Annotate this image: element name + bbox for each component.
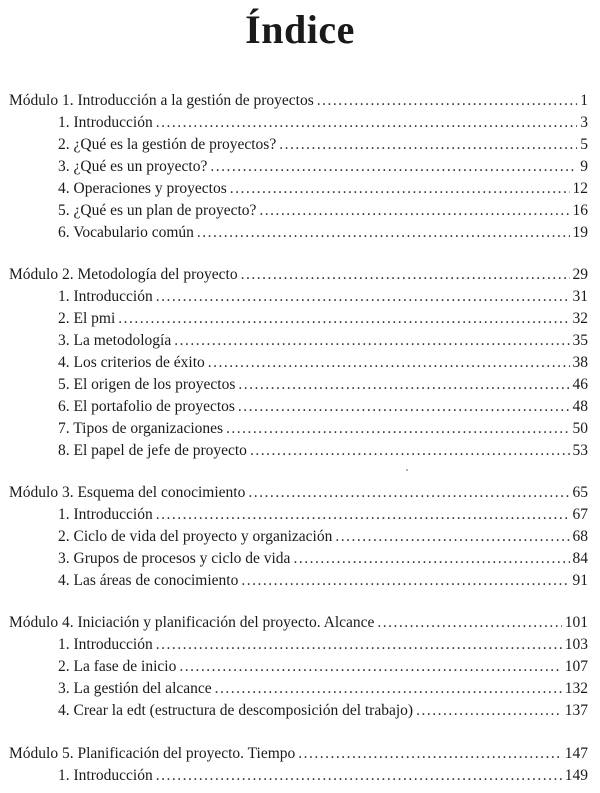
dot-leader <box>259 200 569 222</box>
toc-module-entry[interactable] <box>9 612 588 634</box>
toc-entry-title: 2. Ciclo de vida del proyecto y organización <box>58 528 333 545</box>
toc-entry-title: 4. Crear la edt (estructura de descomposición del trabajo) <box>58 702 414 719</box>
toc-module-entry[interactable] <box>9 482 588 504</box>
toc-entry-title: 3. Grupos de procesos y ciclo de vida <box>58 550 291 567</box>
toc-section-entry[interactable] <box>58 634 588 656</box>
toc-module-entry[interactable] <box>9 264 588 286</box>
toc-entry-title: 1. Introducción <box>58 114 153 131</box>
dot-leader <box>174 330 569 352</box>
dot-leader <box>210 156 577 178</box>
toc-page-number: 16 <box>572 202 588 219</box>
toc-page-number: 84 <box>572 550 588 567</box>
toc-page-number: 91 <box>572 572 588 589</box>
dot-leader <box>317 90 577 112</box>
toc-section-entry[interactable] <box>58 222 588 244</box>
dot-leader <box>230 178 570 200</box>
toc-page-number: 147 <box>564 745 588 762</box>
dot-leader <box>298 743 561 765</box>
toc-entry-title: 7. Tipos de organizaciones <box>58 420 224 437</box>
dot-leader <box>238 396 570 418</box>
dot-leader <box>156 765 562 787</box>
toc-page-number: 50 <box>572 420 588 437</box>
toc-page-number: 68 <box>572 528 588 545</box>
toc-page-number: 38 <box>572 354 588 371</box>
toc-page-number: 149 <box>564 767 588 784</box>
dot-leader <box>335 526 569 548</box>
toc-page-number: 101 <box>564 614 588 631</box>
toc-section-entry[interactable] <box>58 418 588 440</box>
dot-leader <box>293 548 569 570</box>
dot-leader <box>248 482 569 504</box>
toc-page-number: 107 <box>564 658 588 675</box>
toc-section-entry[interactable] <box>58 504 588 526</box>
toc-page-number: 31 <box>572 288 588 305</box>
dot-leader <box>215 678 562 700</box>
toc-section-entry[interactable] <box>58 570 588 592</box>
toc-section-entry[interactable] <box>58 440 588 462</box>
toc-page-number: 32 <box>572 310 588 327</box>
toc-page-number: 19 <box>572 224 588 241</box>
toc-page-number: 9 <box>580 158 588 175</box>
toc-entry-title: 6. El portafolio de proyectos <box>58 398 235 415</box>
toc-page-number: 103 <box>564 636 588 653</box>
toc-page-number: 5 <box>580 136 588 153</box>
toc-entry-title: 6. Vocabulario común <box>58 224 194 241</box>
dot-leader <box>179 656 561 678</box>
toc-module-entry[interactable] <box>9 743 588 765</box>
toc-section-entry[interactable] <box>58 678 588 700</box>
dot-leader <box>279 134 577 156</box>
toc-page-number: 35 <box>572 332 588 349</box>
toc-entry-title: 2. La fase de inicio <box>58 658 177 675</box>
toc-entry-title: 3. La gestión del alcance <box>58 680 212 697</box>
toc-section-entry[interactable] <box>58 156 588 178</box>
dot-leader <box>156 112 578 134</box>
toc-entry-title: 2. ¿Qué es la gestión de proyectos? <box>58 136 277 153</box>
toc-page-number: 137 <box>564 702 588 719</box>
toc-section-entry[interactable] <box>58 700 588 722</box>
toc-entry-title: Módulo 3. Esquema del conocimiento <box>9 484 246 501</box>
dot-leader <box>250 440 570 462</box>
toc-section-entry[interactable] <box>58 656 588 678</box>
dot-leader <box>377 612 561 634</box>
toc-section-entry[interactable] <box>58 396 588 418</box>
toc-entry-title: 8. El papel de jefe de proyecto <box>58 442 247 459</box>
toc-entry-title: 5. El origen de los proyectos <box>58 376 236 393</box>
dot-leader <box>118 308 569 330</box>
toc-page-number: 1 <box>580 92 588 109</box>
toc-entry-title: 1. Introducción <box>58 767 153 784</box>
dot-leader <box>208 352 570 374</box>
page-title: Índice <box>245 7 355 52</box>
toc-section-entry[interactable] <box>58 765 588 787</box>
toc-page-number: 48 <box>572 398 588 415</box>
dot-leader <box>238 374 569 396</box>
toc-entry-title: 5. ¿Qué es un plan de proyecto? <box>58 202 257 219</box>
toc-section-entry[interactable] <box>58 330 588 352</box>
toc-entry-title: 3. La metodología <box>58 332 172 349</box>
dot-leader <box>197 222 570 244</box>
toc-entry-title: 4. Los criterios de éxito <box>58 354 205 371</box>
toc-entry-title: 3. ¿Qué es un proyecto? <box>58 158 208 175</box>
toc-entry-title: 2. El pmi <box>58 310 116 327</box>
toc-section-entry[interactable] <box>58 112 588 134</box>
dot-leader <box>241 570 569 592</box>
toc-section-entry[interactable] <box>58 200 588 222</box>
toc-page-number: 53 <box>572 442 588 459</box>
dot-leader <box>226 418 569 440</box>
toc-module-entry[interactable] <box>9 90 588 112</box>
toc-section-entry[interactable] <box>58 374 588 396</box>
toc-section-entry[interactable] <box>58 134 588 156</box>
toc-entry-title: 1. Introducción <box>58 288 153 305</box>
dot-leader <box>416 700 562 722</box>
toc-page-number: 67 <box>572 506 588 523</box>
toc-entry-title: Módulo 4. Iniciación y planificación del proyecto. Alcance <box>9 614 375 631</box>
toc-section-entry[interactable] <box>58 526 588 548</box>
toc-section-entry[interactable] <box>58 286 588 308</box>
toc-page-number: 3 <box>580 114 588 131</box>
dot-leader <box>156 504 570 526</box>
toc-page-number: 132 <box>564 680 588 697</box>
dot-leader <box>241 264 570 286</box>
scan-speck <box>406 469 408 471</box>
toc-page-number: 65 <box>572 484 588 501</box>
toc-entry-title: 4. Operaciones y proyectos <box>58 180 227 197</box>
toc-entry-title: Módulo 1. Introducción a la gestión de proyectos <box>9 92 314 109</box>
toc-entry-title: Módulo 5. Planificación del proyecto. Tiempo <box>9 745 296 762</box>
dot-leader <box>156 286 570 308</box>
toc-entry-title: 1. Introducción <box>58 506 153 523</box>
toc-page-number: 46 <box>572 376 588 393</box>
toc-section-entry[interactable] <box>58 548 588 570</box>
toc-section-entry[interactable] <box>58 178 588 200</box>
toc-section-entry[interactable] <box>58 308 588 330</box>
toc-section-entry[interactable] <box>58 352 588 374</box>
toc-page-number: 29 <box>572 266 588 283</box>
dot-leader <box>156 634 562 656</box>
toc-page-number: 12 <box>572 180 588 197</box>
toc-entry-title: 4. Las áreas de conocimiento <box>58 572 239 589</box>
toc-entry-title: 1. Introducción <box>58 636 153 653</box>
toc-entry-title: Módulo 2. Metodología del proyecto <box>9 266 238 283</box>
